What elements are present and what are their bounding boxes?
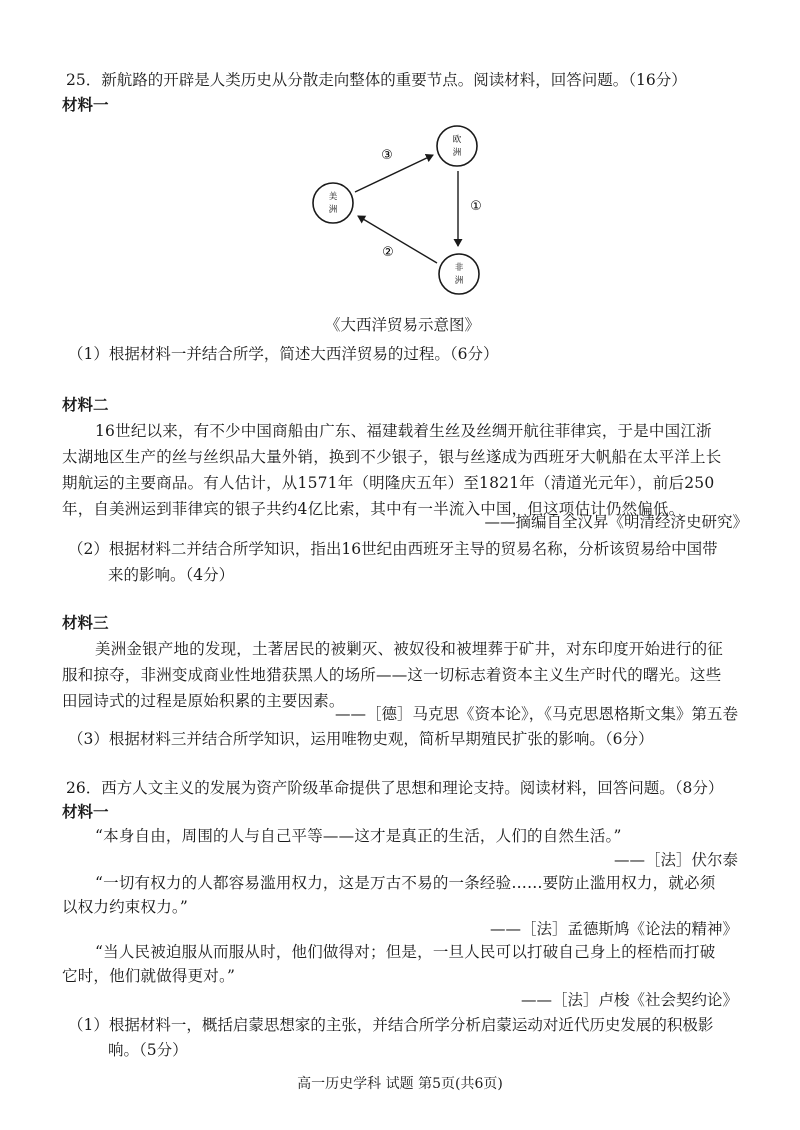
material3-source: ——［德］马克思《资本论》，《马克思恩格斯文集》第五卷: [334, 705, 738, 723]
arrow-label-2: ②: [382, 245, 394, 260]
source-montesquieu: ——［法］孟德斯鸠《论法的精神》: [489, 920, 738, 938]
arrow-label-3: ③: [381, 148, 393, 163]
america-node: [313, 183, 353, 223]
source-voltaire: ——［法］伏尔泰: [613, 851, 738, 869]
q25-title: 25．新航路的开辟是人类历史从分散走向整体的重要节点。阅读材料，回答问题。（16分）: [66, 71, 687, 89]
q25-material1-label: 材料一: [62, 96, 109, 114]
q25-sub1: （1）根据材料一并结合所学，简述大西洋贸易的过程。（6分）: [68, 345, 499, 363]
material2-line-3: 期航运的主要商品。有人估计，从1571年（明隆庆五年）至1821年（清道光元年），前后250: [62, 474, 715, 492]
q25-sub2-line-1: （2）根据材料二并结合所学知识，指出16世纪由西班牙主导的贸易名称，分析该贸易给中国带: [68, 540, 718, 558]
q26-sub1-line-2: 响。（5分）: [108, 1041, 188, 1059]
material2-source: ——摘编自全汉昇《明清经济史研究》: [484, 513, 748, 531]
europe-label-1: 欧: [452, 135, 462, 145]
q25-material2-label: 材料二: [62, 396, 109, 414]
africa-label-1: 非: [454, 263, 464, 273]
material2-line-4: 年，自美洲运到菲律宾的银子共约4亿比索，其中有一半流入中国，但这项估计仍然偏低。: [62, 500, 685, 518]
source-rousseau: ——［法］卢梭《社会契约论》: [520, 991, 738, 1009]
material2-line-2: 太湖地区生产的丝与丝织品大量外销，换到不少银子，银与丝遂成为西班牙大帆船在太平洋上长: [62, 448, 722, 466]
america-label-2: 洲: [328, 205, 338, 215]
material3-line-2: 服和掠夺，非洲变成商业性地猎获黑人的场所——这一切标志着资本主义生产时代的曙光。这些: [62, 666, 722, 684]
q25-material3-label: 材料三: [62, 614, 109, 632]
quote-voltaire: “本身自由，周围的人与自己平等——这才是真正的生活，人们的自然生活。”: [95, 827, 622, 845]
quote-montesquieu-line-2: 以权力约束权力。”: [62, 898, 188, 916]
q25-sub3: （3）根据材料三并结合所学知识，运用唯物史观，简析早期殖民扩张的影响。（6分）: [68, 730, 654, 748]
quote-rousseau-line-2: 它时，他们就做得更对。”: [62, 967, 236, 985]
quote-montesquieu-line-1: “一切有权力的人都容易滥用权力，这是万古不易的一条经验……要防止滥用权力，就必须: [95, 874, 716, 892]
material3-line-1: 美洲金银产地的发现，土著居民的被剿灭、被奴役和被埋葬于矿井，对东印度开始进行的征: [95, 640, 724, 658]
q26-material1-label: 材料一: [62, 803, 109, 821]
q26-sub1-line-1: （1）根据材料一，概括启蒙思想家的主张，并结合所学分析启蒙运动对近代历史发展的积极影: [68, 1016, 714, 1034]
europe-node: [437, 126, 477, 166]
quote-rousseau-line-1: “当人民被迫服从而服从时，他们做得对；但是，一旦人民可以打破自己身上的桎梏而打破: [95, 943, 716, 961]
africa-node: [439, 254, 479, 294]
atlantic-trade-diagram: [300, 118, 500, 303]
material2-line-1: 16世纪以来，有不少中国商船由广东、福建载着生丝及丝绸开航往菲律宾，于是中国江浙: [95, 422, 712, 440]
material3-line-3: 田园诗式的过程是原始积累的主要因素。: [62, 692, 345, 710]
page-footer: 高一历史学科 试题 第5页(共6页): [297, 1076, 503, 1092]
diagram-caption: 《大西洋贸易示意图》: [325, 316, 481, 334]
america-label-1: 美: [328, 192, 338, 202]
arrow-africa-to-america: [358, 216, 437, 263]
europe-label-2: 洲: [452, 148, 462, 158]
q26-title: 26．西方人文主义的发展为资产阶级革命提供了思想和理论支持。阅读材料，回答问题。（8分）: [66, 779, 724, 797]
q25-sub2-line-2: 来的影响。（4分）: [108, 566, 235, 584]
arrow-america-to-europe: [355, 155, 433, 192]
africa-label-2: 洲: [454, 276, 464, 286]
arrow-label-1: ①: [470, 199, 482, 214]
